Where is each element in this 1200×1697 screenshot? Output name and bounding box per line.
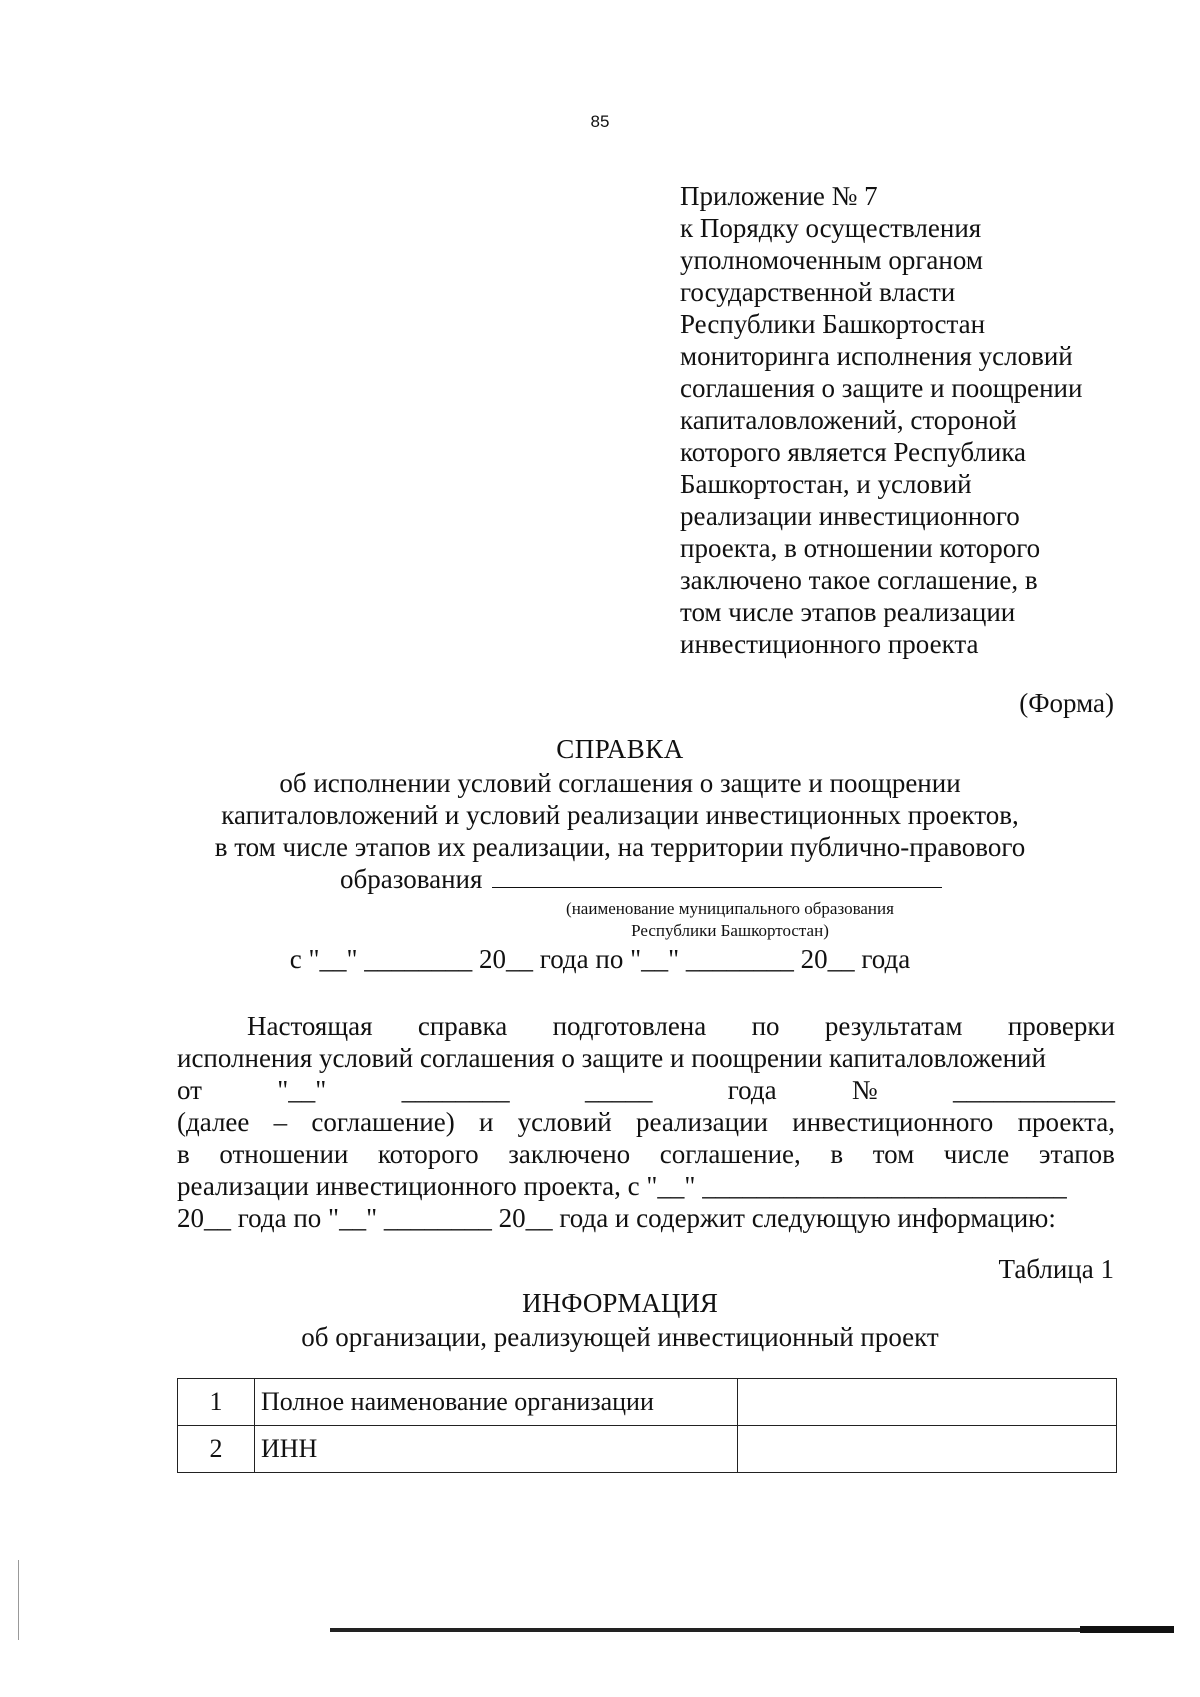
word: реализации [636,1107,768,1137]
word: – [273,1107,288,1137]
scan-edge-mark [18,1560,19,1640]
info-subtitle: об организации, реализующей инвестиционный проект [301,1322,939,1352]
word: результатам [824,1011,963,1041]
appendix-line: государственной власти [680,277,956,307]
appendix-line: проекта, в отношении которого [680,533,1041,563]
body-line [177,1106,1115,1138]
table-row [178,1426,1117,1473]
row-number: 2 [178,1426,255,1473]
body-line: 20__ года по "__" ________ 20__ года и содержит следующую информацию: [177,1203,1056,1233]
word: проекта, [1017,1107,1115,1137]
form-label: (Форма) [1019,688,1114,718]
hint-line: (наименование муниципального образования [566,899,894,918]
appendix-line: реализации инвестиционного [680,501,1020,531]
appendix-header [680,180,1140,660]
municipality-line [340,864,942,895]
word: отношении [219,1139,349,1169]
body-line [177,1074,1115,1106]
appendix-line: соглашения о защите и поощрении [680,373,1083,403]
appendix-line: которого является Республика [680,437,1027,467]
word: которого [377,1139,479,1169]
word: в [830,1139,844,1169]
table-row [178,1379,1117,1426]
subtitle-line: капиталовложений и условий реализации инвестиционных проектов, [221,800,1019,830]
row-value-cell[interactable] [738,1379,1117,1426]
document-subtitle [120,767,1120,863]
page-number: 85 [590,112,610,131]
row-field-name: ИНН [255,1426,738,1473]
word: этапов [1038,1139,1115,1169]
appendix-line: уполномоченным органом [680,245,983,275]
table-label: Таблица 1 [998,1254,1114,1284]
word: числе [943,1139,1010,1169]
word: заключено [508,1139,631,1169]
word: проверки [1007,1011,1115,1041]
subtitle-line: об исполнении условий соглашения о защите и поощрении [279,768,961,798]
word: в [177,1139,190,1169]
appendix-line: заключено такое соглашение, в [680,565,1038,595]
appendix-line: том числе этапов реализации [680,597,1016,627]
municipality-label: образования [340,864,483,894]
word: условий [517,1107,612,1137]
document-title: СПРАВКА [556,734,684,764]
period-line: с "__" ________ 20__ года по "__" ________ 20__ года [289,944,911,974]
word: Настоящая [247,1011,373,1041]
scan-bottom-line-thick [1080,1626,1174,1633]
word: "__" [277,1075,327,1105]
appendix-line: Республики Башкортостан [680,309,986,339]
appendix-line: к Порядку осуществления [680,213,982,243]
body-paragraph [177,1010,1115,1234]
word: № [851,1075,878,1105]
info-title: ИНФОРМАЦИЯ [522,1288,718,1318]
row-number: 1 [178,1379,255,1426]
word: соглашение) [311,1107,455,1137]
word: подготовлена [552,1011,707,1041]
row-field-name: Полное наименование организации [255,1379,738,1426]
body-line: исполнения условий соглашения о защите и поощрении капиталовложений [177,1043,1046,1073]
municipality-blank-field[interactable] [492,867,942,888]
municipality-hint [500,898,960,942]
hint-line: Республики Башкортостан) [631,921,829,940]
body-line [177,1138,1115,1170]
word: и [478,1107,494,1137]
body-line [177,1010,1115,1042]
appendix-line: капиталовложений, стороной [680,405,1017,435]
appendix-line: Приложение № 7 [680,181,878,211]
word: _____ [584,1075,653,1105]
body-line: реализации инвестиционного проекта, с "__" ___________________________ [177,1171,1067,1201]
appendix-line: Башкортостан, и условий [680,469,972,499]
word: соглашение, [659,1139,801,1169]
word: справка [417,1011,508,1041]
subtitle-line: в том числе этапов их реализации, на территории публично-правового [214,832,1026,862]
word: инвестиционного [792,1107,994,1137]
word: том [872,1139,915,1169]
word: по [751,1011,780,1041]
appendix-line: инвестиционного проекта [680,629,979,659]
word: ________ [401,1075,510,1105]
scan-bottom-line [330,1628,1174,1632]
word: ____________ [953,1075,1115,1105]
word: (далее [177,1107,250,1137]
appendix-line: мониторинга исполнения условий [680,341,1073,371]
word: от [177,1075,202,1105]
info-heading [120,1286,1120,1354]
word: года [727,1075,777,1105]
row-value-cell[interactable] [738,1426,1117,1473]
organization-info-table [177,1378,1117,1473]
